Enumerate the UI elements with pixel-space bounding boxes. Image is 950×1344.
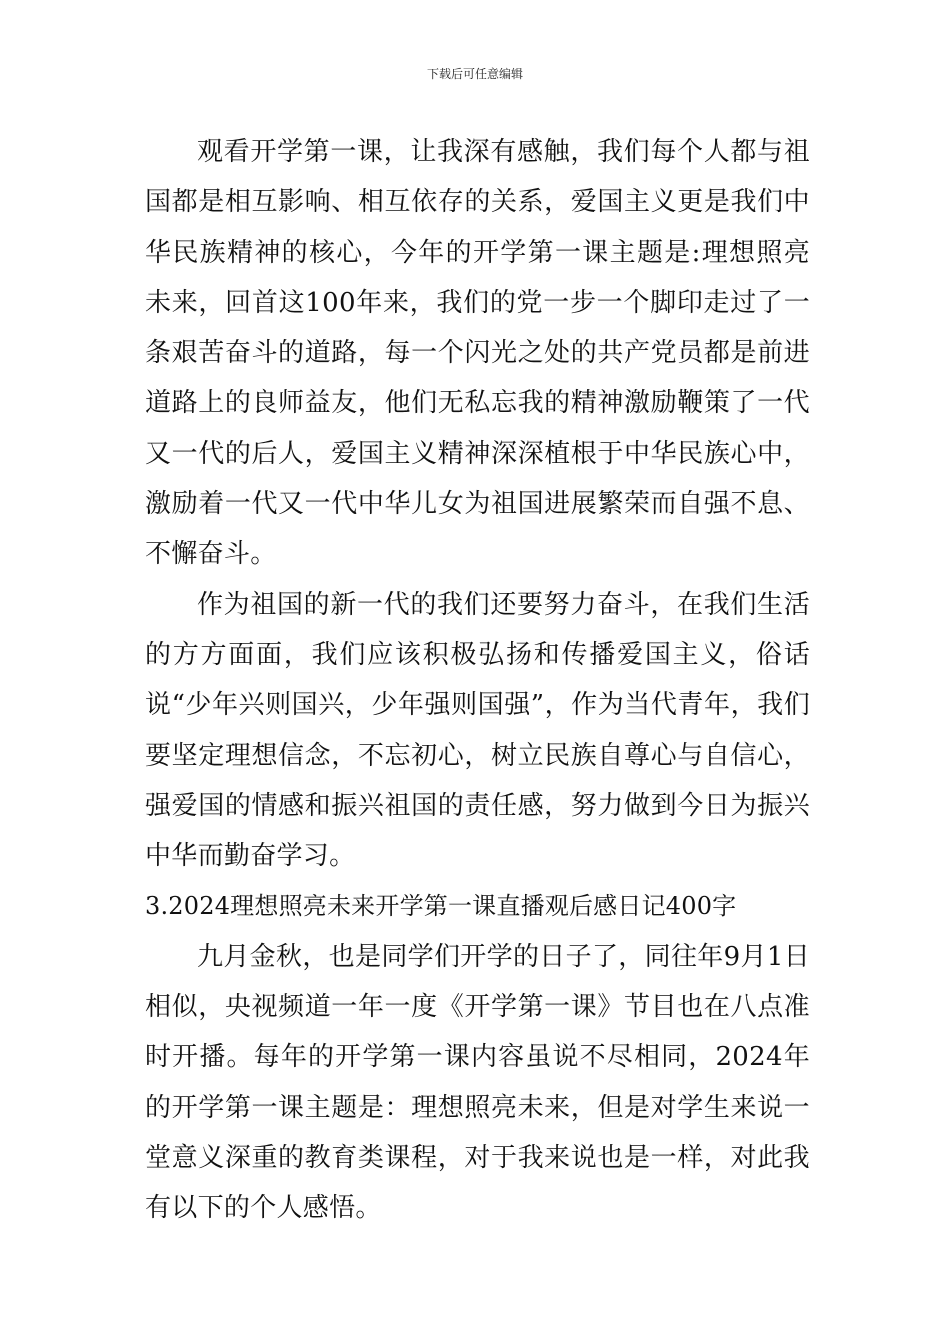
section-heading: 3.2024理想照亮未来开学第一课直播观后感日记400字 <box>145 892 737 921</box>
paragraph-1: 观看开学第一课，让我深有感触，我们每个人都与祖国都是相互影响、相互依存的关系，爱国主义更是我们中华民族精神的核心，今年的开学第一课主题是:理想照亮未来，回首这100年来，我们的党一步一个脚印走过了一条艰苦奋斗的道路，每一个闪光之处的共产党员都是前进道路上的良师益友，他们无私忘我的精神激励鞭策了一代又一代的后人，爱国主义精神深深植根于中华民族心中，激励着一代又一代中华儿女为祖国进展繁荣而自强不息、不懈奋斗。 <box>145 137 810 570</box>
page-header: 下载后可任意编辑 <box>426 67 523 81</box>
paragraph-3: 九月金秋，也是同学们开学的日子了，同往年9月1日相似，央视频道一年一度《开学第一课》节目也在八点准时开播。每年的开学第一课内容虽说不尽相同，2024年的开学第一课主题是：理想照亮未来，但是对学生来说一堂意义深重的教育类课程，对于我来说也是一样，对此我有以下的个人感悟。 <box>145 941 810 1224</box>
paragraph-2: 作为祖国的新一代的我们还要努力奋斗，在我们生活的方方面面，我们应该积极弘扬和传播爱国主义，俗话说“少年兴则国兴，少年强则国强”，作为当代青年，我们要坚定理想信念，不忘初心，树立民族自尊心与自信心，强爱国的情感和振兴祖国的责任感，努力做到今日为振兴中华而勤奋学习。 <box>145 589 810 872</box>
document-body <box>145 127 810 1234</box>
